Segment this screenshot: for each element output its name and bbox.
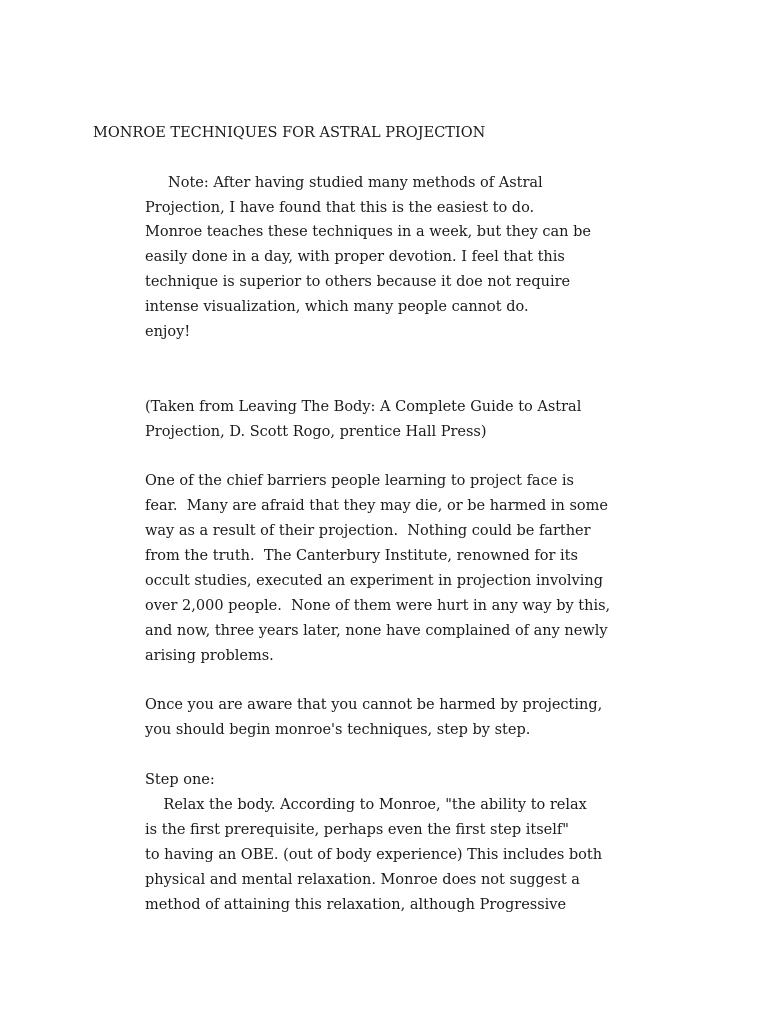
note-line: intense visualization, which many people cannot do. [145,299,529,315]
note-line: Note: After having studied many methods of Astral [145,175,543,191]
fear-paragraph-line: occult studies, executed an experiment in projection involving [145,573,603,589]
fear-paragraph-line: from the truth. The Canterbury Institute, renowned for its [145,548,578,564]
note-line: technique is superior to others because it doe not require [145,274,571,290]
aware-paragraph-line: you should begin monroe's techniques, step by step. [145,722,531,738]
step-paragraph-line: to having an OBE. (out of body experience) This includes both [145,847,603,863]
step-paragraph-line: is the first prerequisite, perhaps even the first step itself" [145,822,569,838]
fear-paragraph-line: arising problems. [145,648,274,664]
note-line: easily done in a day, with proper devotion. I feel that this [145,249,565,265]
fear-paragraph-line: One of the chief barriers people learning to project face is [145,473,574,489]
step-paragraph-line: physical and mental relaxation. Monroe does not suggest a [145,872,580,888]
note-line: Monroe teaches these techniques in a week, but they can be [145,224,591,240]
fear-paragraph-line: way as a result of their projection. Nothing could be farther [145,523,591,539]
step-heading: Step one: [145,772,215,788]
fear-paragraph-line: and now, three years later, none have complained of any newly [145,623,608,639]
note-line: Projection, I have found that this is the easiest to do. [145,200,535,216]
document-title: MONROE TECHNIQUES FOR ASTRAL PROJECTION [93,125,486,141]
aware-paragraph-line: Once you are aware that you cannot be harmed by projecting, [145,697,603,713]
source-citation-line: (Taken from Leaving The Body: A Complete Guide to Astral [145,399,582,415]
step-paragraph-line: method of attaining this relaxation, although Progressive [145,897,567,913]
note-line: enjoy! [145,324,191,340]
step-paragraph-line: Relax the body. According to Monroe, "the ability to relax [145,797,587,813]
source-citation-line: Projection, D. Scott Rogo, prentice Hall Press) [145,424,487,440]
fear-paragraph-line: over 2,000 people. None of them were hurt in any way by this, [145,598,611,614]
fear-paragraph-line: fear. Many are afraid that they may die, or be harmed in some [145,498,608,514]
